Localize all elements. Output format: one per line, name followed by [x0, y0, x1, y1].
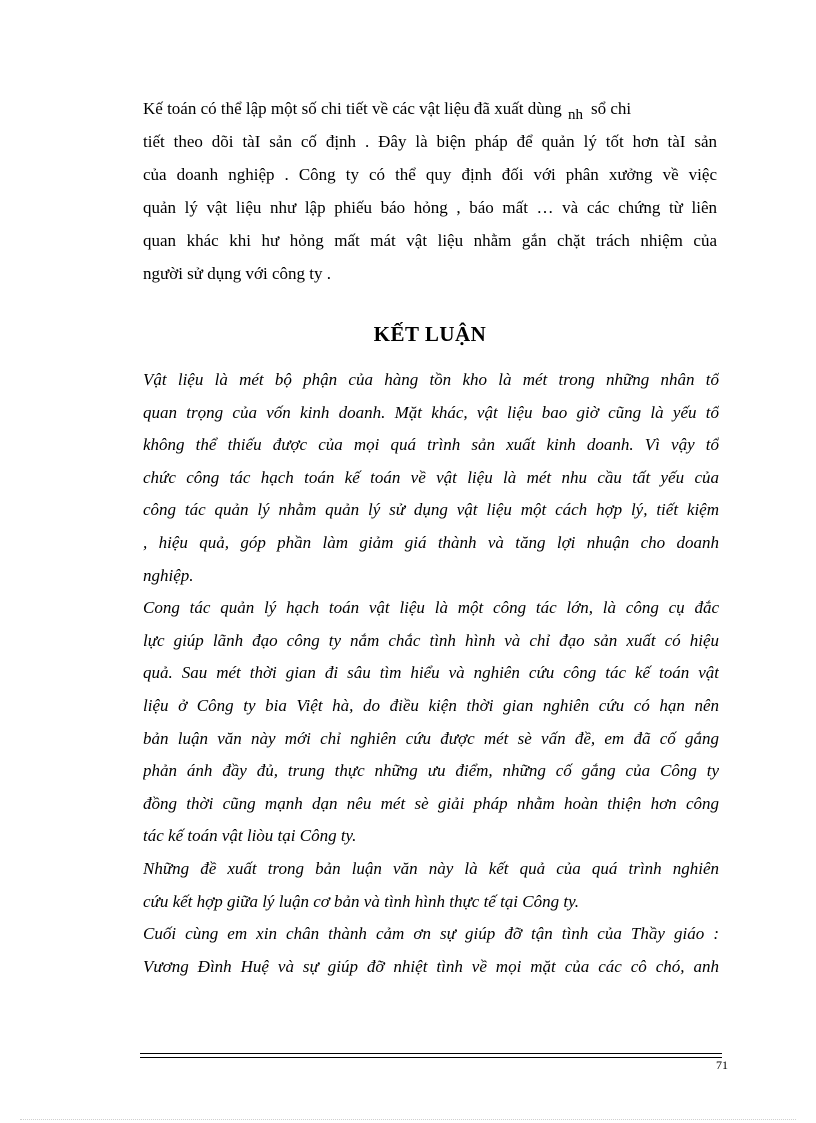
conclusion-line: nghiệp.	[143, 565, 194, 585]
conclusion-line: công tác quản lý nhằm quản lý sử dụng vật liệu một cách hợp lý, tiết kiệm	[143, 500, 719, 520]
intro-first-line	[143, 92, 717, 125]
intro-last-line: người sử dụng với công ty .	[143, 264, 331, 283]
intro-first-line-end: sổ chi	[590, 99, 632, 118]
conclusion-line: Vật liệu là mét bộ phận của hàng tồn kho là mét trong những nhân tố	[143, 370, 719, 389]
conclusion-line: Vương Đình Huệ và sự giúp đỡ nhiệt tình về mọi mặt của các cô chó, anh	[143, 956, 719, 976]
page-edge-divider	[20, 1119, 796, 1120]
page-number: 71	[716, 1058, 728, 1072]
conclusion-line: phản ánh đầy đủ, trung thực những ưu điểm, những cố gắng của Công ty	[143, 761, 719, 781]
conclusion-line: quan trọng của vốn kinh doanh. Mặt khác, vật liệu bao giờ cũng là yếu tố	[143, 402, 719, 422]
intro-line: của doanh nghiệp . Công ty có thể quy định đối với phân xưởng về việc	[143, 165, 717, 184]
conclusion-line: , hiệu quả, góp phần làm giảm giá thành và tăng lợi nhuận cho doanh	[143, 532, 719, 552]
intro-first-line-text: Kế toán có thể lập một số chi tiết về các vật liệu đã xuất dùng	[143, 99, 562, 118]
conclusion-line: Cong tác quản lý hạch toán vật liệu là một công tác lớn, là công cụ đắc	[143, 598, 719, 618]
intro-line: tiết theo dõi tàI sản cố định . Đây là biện pháp để quản lý tốt hơn tàI sản	[143, 132, 717, 151]
conclusion-line: Cuối cùng em xin chân thành cảm ơn sự giúp đỡ tận tình của Thầy giáo :	[143, 924, 719, 944]
conclusion-line: bản luận văn này mới chỉ nghiên cứu được mét sè vấn đề, em đã cố gắng	[143, 728, 719, 748]
conclusion-body	[143, 364, 719, 983]
intro-paragraph	[143, 92, 717, 290]
conclusion-line: Những đề xuất trong bản luận văn này là kết quả của quá trình nghiên	[143, 858, 719, 878]
conclusion-line: liệu ở Công ty bia Việt hà, do điều kiện thời gian nghiên cứu có hạn nên	[143, 695, 719, 715]
conclusion-line: tác kế toán vật liòu tại Công ty.	[143, 826, 357, 846]
intro-line: quan khác khi hư hỏng mất mát vật liệu nhằm gắn chặt trách nhiệm của	[143, 231, 717, 250]
conclusion-line: chức công tác hạch toán kế toán về vật liệu là mét nhu cầu tất yếu của	[143, 467, 719, 487]
conclusion-line: quả. Sau mét thời gian đi sâu tìm hiểu và nghiên cứu công tác kế toán vật	[143, 663, 719, 683]
intro-line: quản lý vật liệu như lập phiếu báo hỏng , báo mất … và các chứng từ liên	[143, 198, 717, 217]
conclusion-line: không thể thiếu được của mọi quá trình sản xuất kinh doanh. Vì vậy tổ	[143, 435, 719, 455]
conclusion-line: đồng thời cũng mạnh dạn nêu mét sè giải pháp nhằm hoàn thiện hơn công	[143, 793, 719, 813]
conclusion-line: lực giúp lãnh đạo công ty nắm chắc tình hình và chỉ đạo sản xuất có hiệu	[143, 630, 719, 650]
subscript-abbreviation: nh	[567, 107, 583, 123]
conclusion-line: cứu kết hợp giữa lý luận cơ bản và tình hình thực tế tại Công ty.	[143, 891, 579, 911]
section-title: KẾT LUẬN	[373, 322, 487, 346]
footer-rule	[140, 1053, 722, 1058]
